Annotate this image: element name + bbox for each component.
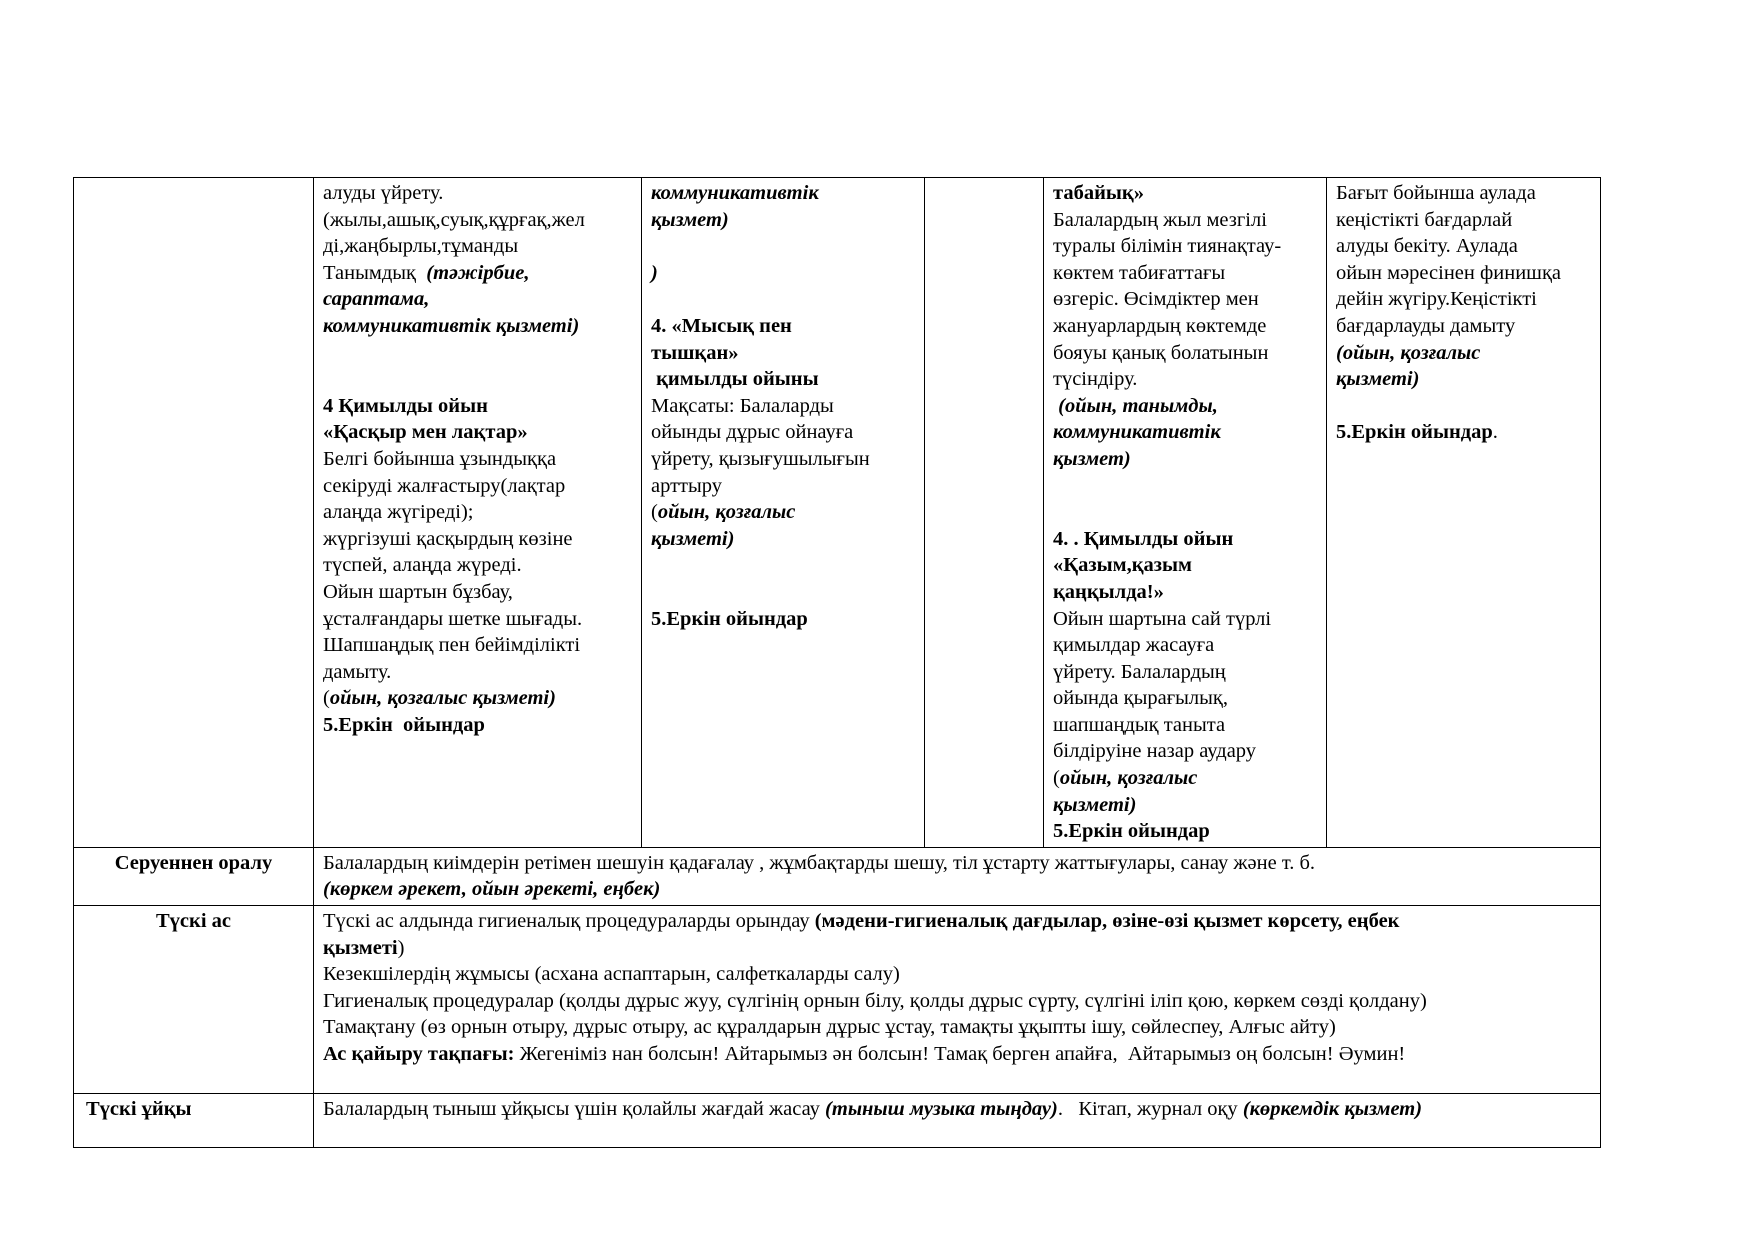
col2-line — [323, 419, 632, 446]
col5-line — [1053, 180, 1317, 207]
col5-text: жануарлардың көктемде — [1053, 314, 1267, 337]
col2-text: коммуникативтік қызметі) — [323, 314, 580, 337]
activity-cell-col3 — [642, 178, 925, 848]
col6-text: дейін жүгіру.Кеңістікті — [1336, 288, 1537, 311]
lunch-row — [74, 906, 1601, 1094]
col5-line — [1053, 260, 1317, 287]
nap-text-1: Балалардың тыныш ұйқысы үшін қолайлы жағдай жасау — [323, 1098, 826, 1121]
col3-text: қимылды ойыны — [651, 368, 819, 391]
col2-line — [323, 552, 632, 579]
col2-line — [323, 632, 632, 659]
col3-text: 4. «Мысық пен — [651, 314, 792, 337]
col2-text: түспей, алаңда жүреді. — [323, 554, 522, 577]
col2-line — [323, 207, 632, 234]
blank-line — [651, 286, 915, 313]
col2-text: алаңда жүгіреді); — [323, 501, 474, 524]
blank-line — [1053, 473, 1317, 500]
nap-content — [314, 1094, 1601, 1148]
col2-line — [323, 499, 632, 526]
col6-line — [1336, 260, 1591, 287]
nap-music: (тыныш музыка тыңдау) — [825, 1098, 1058, 1121]
col6-line — [1336, 366, 1591, 393]
col2-line — [323, 286, 632, 313]
col5-text: «Қазым,қазым — [1053, 554, 1192, 577]
col5-line — [1053, 606, 1317, 633]
col5-line — [1053, 738, 1317, 765]
col5-line — [1053, 765, 1317, 792]
col5-line — [1053, 340, 1317, 367]
col5-text: қимылдар жасауға — [1053, 634, 1215, 657]
col3-text: коммуникативтік — [651, 182, 819, 204]
col5-text: Балалардың жыл мезгілі — [1053, 208, 1267, 231]
blank-line — [323, 340, 632, 367]
lunch-hygiene-procedures: Гигиеналық процедуралар (қолды дұрыс жуу, сүлгінің орнын білу, қолды дұрыс сүрту, сүлгіні іліп қою, көркем сөзді қолдану) — [323, 989, 1427, 1012]
col3-text: ойынды дұрыс ойнауға — [651, 421, 854, 444]
col2-line — [323, 180, 632, 207]
col3-line — [651, 606, 915, 633]
col5-line — [1053, 712, 1317, 739]
col5-text: 5.Еркін ойындар — [1053, 820, 1210, 843]
col5-line — [1053, 659, 1317, 686]
nap-row — [74, 1094, 1601, 1148]
col2-line — [323, 446, 632, 473]
col2-text: (жылы,ашық,суық,құрғақ,жел — [323, 208, 585, 231]
col5-text: бояуы қанық болатынын — [1053, 341, 1269, 364]
col5-text: түсіндіру. — [1053, 368, 1138, 391]
col6-line — [1336, 419, 1591, 446]
col3-line — [651, 473, 915, 500]
lunch-blessing-title: Ас қайыру тақпағы: — [323, 1043, 515, 1065]
col2-text: дамыту. — [323, 660, 392, 683]
return-activity-types: (көркем әрекет, ойын әрекеті, еңбек) — [323, 878, 661, 901]
col3-text: ) — [651, 261, 658, 284]
col2-line — [323, 526, 632, 553]
activity-cell-col5 — [1044, 178, 1327, 848]
lunch-blessing-text: Жегеніміз нан болсын! Айтарымыз ән болсын! Тамақ берген апайға, Айтарымыз оң болсын! Әумин! — [514, 1043, 1406, 1065]
col6-text-cont: . — [1492, 421, 1498, 444]
col6-text: Бағыт бойынша аулада — [1336, 182, 1536, 204]
col5-line — [1053, 552, 1317, 579]
col5-line — [1053, 632, 1317, 659]
col3-text: үйрету, қызығушылығын — [651, 447, 870, 470]
col5-text: коммуникативтік — [1053, 421, 1221, 444]
col2-text: Ойын шартын бұзбау, — [323, 580, 513, 603]
col5-line — [1053, 366, 1317, 393]
col5-text: ойында қырағылық, — [1053, 687, 1228, 710]
col3-text: 5.Еркін ойындар — [651, 607, 808, 630]
col2-text: Танымдық — [323, 261, 427, 284]
col5-line — [1053, 313, 1317, 340]
col2-text: Шапшаңдық пен бейімділікті — [323, 634, 581, 657]
col2-text: алуды үйрету. — [323, 182, 444, 204]
return-from-walk-label: Серуеннен оралу — [74, 847, 314, 905]
col2-line — [323, 659, 632, 686]
col5-line — [1053, 792, 1317, 819]
lunch-line-6 — [323, 1041, 1591, 1068]
col5-line — [1053, 526, 1317, 553]
col2-text: сараптама, — [323, 288, 430, 311]
nap-label: Түскі ұйқы — [74, 1094, 314, 1148]
col5-line — [1053, 419, 1317, 446]
lunch-line-1 — [323, 908, 1591, 935]
blank-line — [323, 366, 632, 393]
col3-text: ( — [651, 501, 658, 524]
col5-text: (ойын, танымды, — [1053, 394, 1218, 417]
return-from-walk-content — [314, 847, 1601, 905]
col3-line — [651, 366, 915, 393]
col5-line — [1053, 393, 1317, 420]
col5-text: қаңқылда!» — [1053, 580, 1164, 603]
col5-text: қызметі) — [1053, 793, 1137, 816]
col2-line — [323, 313, 632, 340]
col6-line — [1336, 286, 1591, 313]
activity-cell-col6 — [1327, 178, 1601, 848]
col5-line — [1053, 818, 1317, 845]
col3-text: қызмет) — [651, 208, 729, 231]
lunch-line-2 — [323, 935, 1591, 962]
col3-line — [651, 499, 915, 526]
lunch-label: Түскі ас — [74, 906, 314, 1094]
col5-text: көктем табиғаттағы — [1053, 261, 1226, 284]
lunch-hygiene-text: Түскі ас алдында гигиеналық процедураларды орындау — [323, 910, 815, 933]
col2-line — [323, 712, 632, 739]
col3-line — [651, 419, 915, 446]
nap-text-2: . Кітап, журнал оқу — [1057, 1098, 1243, 1121]
col5-text: үйрету. Балалардың — [1053, 660, 1226, 683]
blank-line — [651, 233, 915, 260]
col6-text: кеңістікті бағдарлай — [1336, 208, 1513, 231]
col5-text: өзгеріс. Өсімдіктер мен — [1053, 288, 1259, 311]
col5-line — [1053, 286, 1317, 313]
col3-text: тышқан» — [651, 341, 739, 364]
col5-line — [1053, 233, 1317, 260]
col5-text: Ойын шартына сай түрлі — [1053, 607, 1272, 630]
col2-line — [323, 233, 632, 260]
col2-text: 4 Қимылды ойын — [323, 394, 488, 417]
col3-text: арттыру — [651, 474, 722, 497]
col6-line — [1336, 233, 1591, 260]
col5-line — [1053, 446, 1317, 473]
col6-text: 5.Еркін ойындар — [1336, 421, 1493, 444]
blank-line — [1336, 393, 1591, 420]
col2-text: секіруді жалғастыру(лақтар — [323, 474, 566, 497]
col2-line — [323, 473, 632, 500]
col3-line — [651, 313, 915, 340]
lunch-paren: ) — [397, 936, 405, 959]
col2-line — [323, 579, 632, 606]
col3-line — [651, 446, 915, 473]
blank-line — [651, 552, 915, 579]
col6-text: бағдарлауды дамыту — [1336, 314, 1516, 337]
col6-line — [1336, 180, 1591, 207]
col3-line — [651, 260, 915, 287]
col6-line — [1336, 340, 1591, 367]
col2-text: Белгі бойынша ұзындыққа — [323, 447, 557, 470]
col2-text-cont: ойын, қозғалыс қызметі) — [329, 687, 556, 710]
col2-line — [323, 260, 632, 287]
col2-text: 5.Еркін ойындар — [323, 713, 485, 736]
col3-text: Мақсаты: Балаларды — [651, 394, 834, 417]
nap-activity-type: (көркемдік қызмет) — [1242, 1098, 1423, 1121]
col6-text: алуды бекіту. Аулада — [1336, 235, 1518, 258]
col5-text-cont: ойын, қозғалыс — [1059, 767, 1198, 790]
col3-line — [651, 393, 915, 420]
schedule-table — [73, 177, 1601, 1148]
col6-line — [1336, 207, 1591, 234]
blank-line — [1053, 499, 1317, 526]
col3-text: қызметі) — [651, 527, 735, 550]
col5-text: 4. . Қимылды ойын — [1053, 527, 1234, 550]
lunch-duty-text: Кезекшілердің жұмысы (асхана аспаптарын, салфеткаларды салу) — [323, 963, 900, 986]
col2-line — [323, 393, 632, 420]
col6-line — [1336, 313, 1591, 340]
col3-line — [651, 340, 915, 367]
walk-activities-row — [74, 178, 1601, 848]
col2-line — [323, 606, 632, 633]
col6-text: (ойын, қозғалыс — [1336, 341, 1481, 364]
col2-text: ді,жаңбырлы,тұманды — [323, 235, 519, 258]
col5-text: табайық» — [1053, 182, 1144, 204]
col5-text: білдіруіне назар аудару — [1053, 740, 1257, 763]
col5-text: ( — [1053, 767, 1060, 790]
lunch-eating-text: Тамақтану (өз орнын отыру, дұрыс отыру, ас құралдарын дұрыс ұстау, тамақты ұқыпты ішу, сөйлеспеу, Алғыс айту) — [323, 1016, 1336, 1039]
activity-cell-col4-empty — [925, 178, 1044, 848]
row-label-cell-empty — [74, 178, 314, 848]
col5-text: шапшаңдық таныта — [1053, 713, 1226, 736]
lunch-skill-types-cont: қызметі — [323, 936, 398, 959]
col2-text: жүргізуші қасқырдың көзіне — [323, 527, 573, 550]
col3-line — [651, 180, 915, 207]
col2-text-cont: (тәжірбие, — [426, 261, 530, 284]
col6-text: ойын мәресінен финишқа — [1336, 261, 1562, 284]
col5-line — [1053, 207, 1317, 234]
col6-text: қызметі) — [1336, 368, 1420, 391]
blank-line — [651, 579, 915, 606]
return-text: Балалардың киімдерін ретімен шешуін қадағалау , жұмбақтарды шешу, тіл ұстарту жаттығулары, санау және т. б. — [323, 851, 1316, 874]
col3-line — [651, 526, 915, 553]
nap-line — [323, 1096, 1591, 1123]
col2-text: «Қасқыр мен лақтар» — [323, 421, 528, 444]
col2-text: ұсталғандары шетке шығады. — [323, 607, 583, 630]
col3-text-cont: ойын, қозғалыс — [657, 501, 796, 524]
lunch-skill-types: (мәдени-гигиеналық дағдылар, өзіне-өзі қызмет көрсету, еңбек — [814, 910, 1400, 933]
col5-text: туралы білімін тиянақтау- — [1053, 235, 1282, 258]
col2-line — [323, 685, 632, 712]
col2-text: ( — [323, 687, 330, 710]
col5-text: қызмет) — [1053, 447, 1131, 470]
col5-line — [1053, 579, 1317, 606]
activity-cell-col2 — [314, 178, 642, 848]
lunch-content — [314, 906, 1601, 1094]
col5-line — [1053, 685, 1317, 712]
col3-line — [651, 207, 915, 234]
return-from-walk-row — [74, 847, 1601, 905]
